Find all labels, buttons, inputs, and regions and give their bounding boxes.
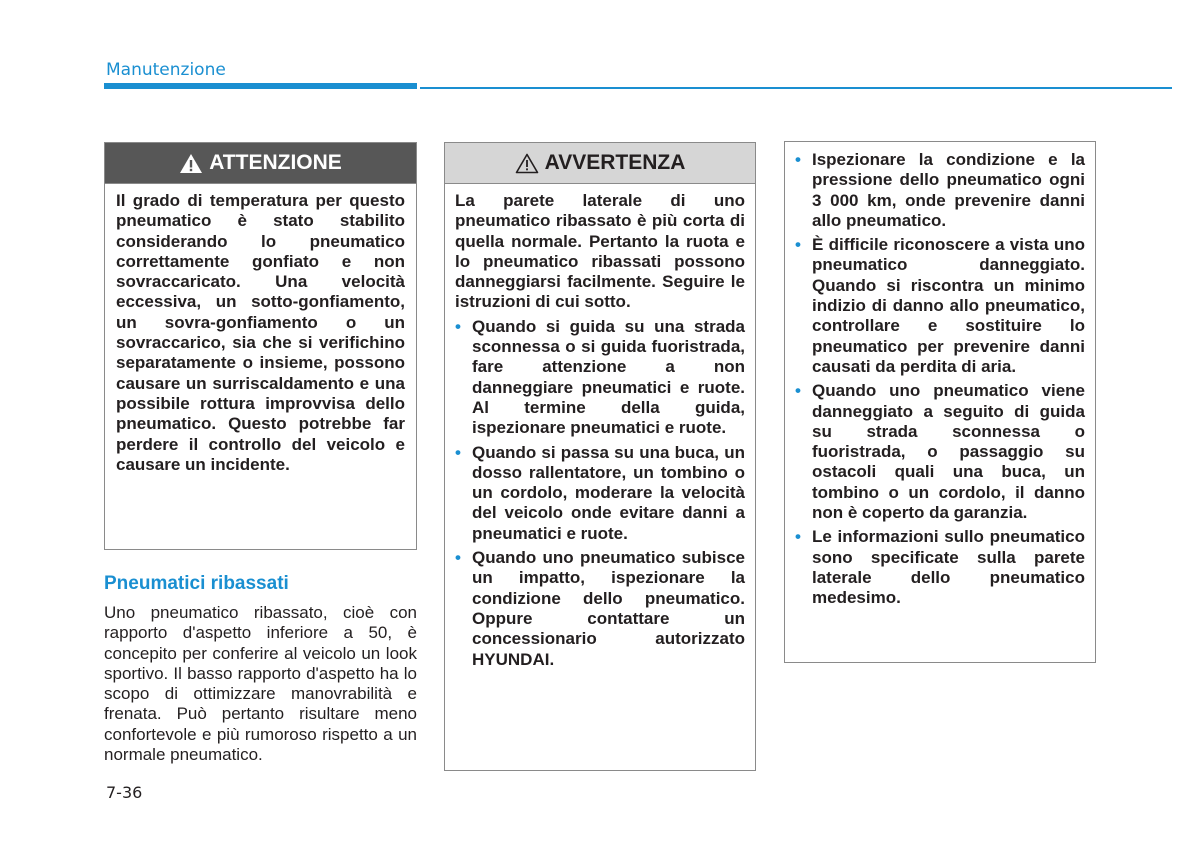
warning-box-intro: La parete laterale di uno pneumatico ribassato è più corta di quella normale. Pertanto la ruota e lo pneumatico ribassati possono danneggiarsi facilmente. Seguire le istruzioni di cui sotto. [455, 191, 745, 312]
header-rule-thin [420, 87, 1172, 89]
list-item: • Ispezionare la condizione e la pressione dello pneumatico ogni 3 000 km, onde prevenire danni allo pneumatico. [795, 150, 1085, 231]
attention-box-text: Il grado di temperatura per questo pneumatico è stato stabilito considerando lo pneumatico correttamente gonfiato e non sovraccaricato. Una velocità eccessiva, un sotto-gonfiamento, un sovra-gonfiamento o un sovraccarico, sia che si verifichino separatamente o insieme, possono causare un surriscaldamento e una possibile rottura improvvisa dello pneumatico. Questo potrebbe far perdere il controllo del veicolo e causare un incidente. [116, 191, 405, 474]
page-number: 7-36 [106, 783, 143, 802]
continued-warning-box [784, 141, 1096, 663]
list-item: • È difficile riconoscere a vista uno pneumatico danneggiato. Quando si riscontra un minimo indizio di danno allo pneumatico, controllare e sostituire lo pneumatico per prevenire danni causati da perdita di aria. [795, 235, 1085, 377]
attention-box [104, 142, 417, 550]
list-item: • Quando si passa su una buca, un dosso rallentatore, un tombino o un cordolo, moderare la velocità del veicolo onde evitare danni a pneumatici e ruote. [455, 443, 745, 544]
list-item: • Quando si guida su una strada sconnessa o si guida fuoristrada, fare attenzione a non danneggiare pneumatici e ruote. Al termine della guida, ispezionare pneumatici e ruote. [455, 317, 745, 439]
continued-box-body [785, 150, 1095, 609]
warning-box-header [445, 143, 755, 184]
header-rule-thick [104, 83, 417, 89]
warning-box [444, 142, 756, 771]
list-item: • Quando uno pneumatico subisce un impatto, ispezionare la condizione dello pneumatico. Oppure contattare un concessionario autorizzato HYUNDAI. [455, 548, 745, 670]
warning-box-body [445, 184, 755, 670]
warning-box-bullet-list [455, 317, 745, 670]
attention-box-header [105, 143, 416, 184]
continued-box-bullet-list [795, 150, 1085, 609]
attention-box-title: ATTENZIONE [209, 151, 342, 174]
section-body-text: Uno pneumatico ribassato, cioè con rapporto d'aspetto inferiore a 50, è concepito per conferire al veicolo un look sportivo. Il basso rapporto d'aspetto ha lo scopo di ottimizzare manovrabilità e frenata. Può pertanto risultare meno confortevole e più rumoroso rispetto a un normale pneumatico. [104, 603, 417, 765]
section-heading: Pneumatici ribassati [104, 573, 289, 594]
list-item: • Le informazioni sullo pneumatico sono specificate sulla parete laterale dello pneumatico medesimo. [795, 527, 1085, 608]
warning-triangle-outline-icon [515, 153, 539, 174]
list-item: • Quando uno pneumatico viene danneggiato a seguito di guida su strada sconnessa o fuoristrada, o passaggio su ostacoli quali una buca, un tombino o un cordolo, il danno non è coperto da garanzia. [795, 381, 1085, 523]
page-header-title: Manutenzione [106, 60, 226, 80]
warning-box-title: AVVERTENZA [544, 151, 686, 174]
warning-triangle-icon [179, 153, 203, 174]
